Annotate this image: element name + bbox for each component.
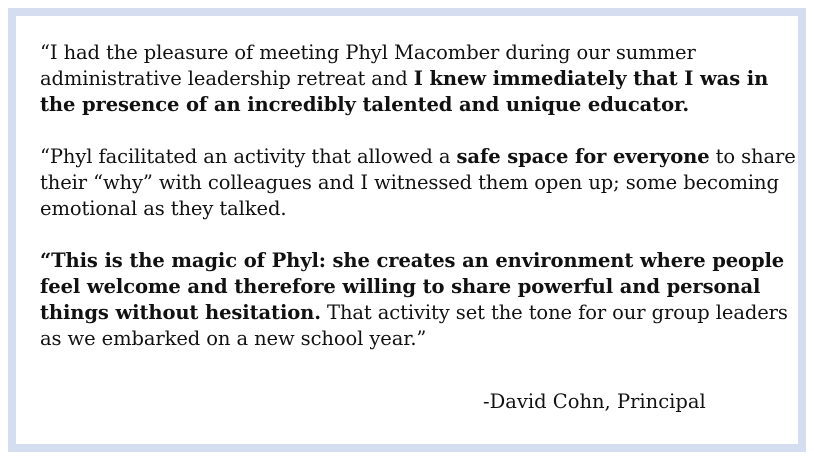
quote-3-emphasis: “This is the magic of Phyl: she creates an environment where people feel welcome and therefore willing to share powerful and personal things without hesitation. [40, 249, 785, 324]
testimonial-content [40, 40, 800, 378]
quote-2-text-end: to share their “why” with colleagues and I witnessed them open up; some becoming emotional as they talked. [40, 145, 796, 220]
quote-3-text: That activity set the tone for our group leaders as we embarked on a new school year.” [40, 301, 788, 350]
quote-2-text-start: “Phyl facilitated an activity that allowed a [40, 145, 457, 168]
quote-1-emphasis: I knew immediately that I was in the presence of an incredibly talented and unique educator. [40, 67, 769, 116]
quote-paragraph-1 [40, 40, 800, 118]
quote-1-text: “I had the pleasure of meeting Phyl Macomber during our summer administrative leadership retreat and [40, 41, 696, 90]
signature: -David Cohn, Principal [483, 390, 706, 413]
quote-2-emphasis: safe space for everyone [456, 145, 710, 168]
quote-paragraph-2 [40, 144, 800, 222]
quote-paragraph-3 [40, 248, 800, 352]
testimonial-frame [8, 8, 806, 452]
